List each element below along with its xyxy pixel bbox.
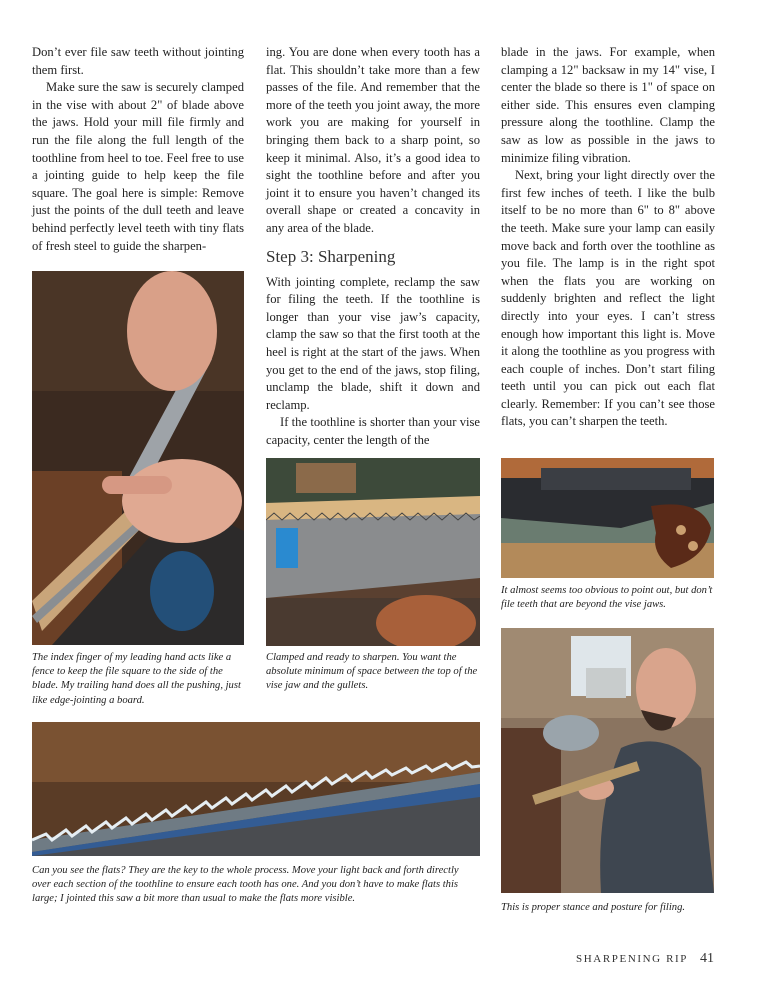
photo-flats-closeup	[32, 722, 480, 856]
text-column-2	[266, 44, 480, 449]
photo-saw-clamped	[266, 458, 480, 646]
paragraph: If the toothline is shorter than your vise capacity, center the length of the	[266, 415, 480, 447]
caption-photo4: Can you see the flats? They are the key to the whole process. Move your light back and forth directly over each section of the toothline to ensure each tooth has one. And you don’t have to make flats this large; I jointed this saw a bit more than usual to make the flats more visible.	[32, 865, 459, 905]
text-column-3	[501, 44, 715, 431]
paragraph: ing. You are done when every tooth has a flat. This shouldn’t take more than a few passes of the file. And remember that the more of the teeth you joint away, the more work you are making for yourself in bringing them back to a sharp point, so keep it minimal. Also, it’s a good idea to sight the toothline before and after you joint it to ensure you haven’t changed its overall shape or created a concavity in any area of the blade.	[266, 45, 480, 235]
caption-photo5: This is proper stance and posture for filing.	[501, 902, 686, 913]
photo-stance-posture	[501, 628, 714, 893]
paragraph: blade in the jaws. For example, when clamping a 12" backsaw in my 14" vise, I center the blade so there is 1" of space on either side. This ensures even clamping pressure along the toothline. Clamp the saw as low as possible in the jaws to minimize filing vibration.	[501, 45, 715, 165]
caption-photo3: It almost seems too obvious to point out, but don’t file teeth that are beyond the vise jaws.	[501, 585, 713, 611]
section-heading: Step 3: Sharpening	[266, 246, 396, 266]
paragraph: Don’t ever file saw teeth without jointing them first.	[32, 45, 244, 77]
paragraph: With jointing complete, reclamp the saw for filing the teeth. If the toothline is longer than your vise jaw’s capacity, clamp the saw so that the first tooth at the heel is right at the start of the jaws. When you get to the end of the jaws, stop filing, unclamp the blade, shift it down and reclamp.	[266, 274, 480, 412]
photo-vise-jaws	[501, 458, 714, 578]
running-head: SHARPENING RIP	[576, 953, 688, 965]
paragraph: Make sure the saw is securely clamped in the vise with about 2" of blade above the jaws. Hold your mill file firmly and run the file along the full length of the toothline from heel to toe. Feel free to use a jointing guide to help keep the file square. The goal here is simple: Remove just the points of the dull teeth and leave behind perfectly level teeth with tiny flats of fresh steel to guide the sharpen-	[32, 80, 244, 253]
caption-photo2: Clamped and ready to sharpen. You want the absolute minimum of space between the top of the vise jaw and the gullets.	[266, 652, 478, 692]
photo-jointing-hands	[32, 271, 244, 645]
paragraph: Next, bring your light directly over the first few inches of teeth. I like the bulb itself to be no more than 6" to 8" above the teeth. Make sure your lamp can easily move back and forth over the toothline as you file. The lamp is in the right spot when the flats you are working on suddenly brighten and reflect the light directly into your eyes. I can’t stress enough how important this light is. Move it along the toothline as you progress with each couple of inches. Don’t start filing teeth until you can pick out each flat clearly. Remember: If you can’t see those flats, you can’t sharpen the teeth.	[501, 168, 715, 429]
text-column-1	[32, 44, 244, 255]
caption-photo1: The index finger of my leading hand acts like a fence to keep the file square to the side of the blade. My trailing hand does all the pushing, just like edge-jointing a board.	[32, 652, 241, 706]
page-footer	[576, 951, 714, 967]
page-number: 41	[700, 951, 714, 966]
